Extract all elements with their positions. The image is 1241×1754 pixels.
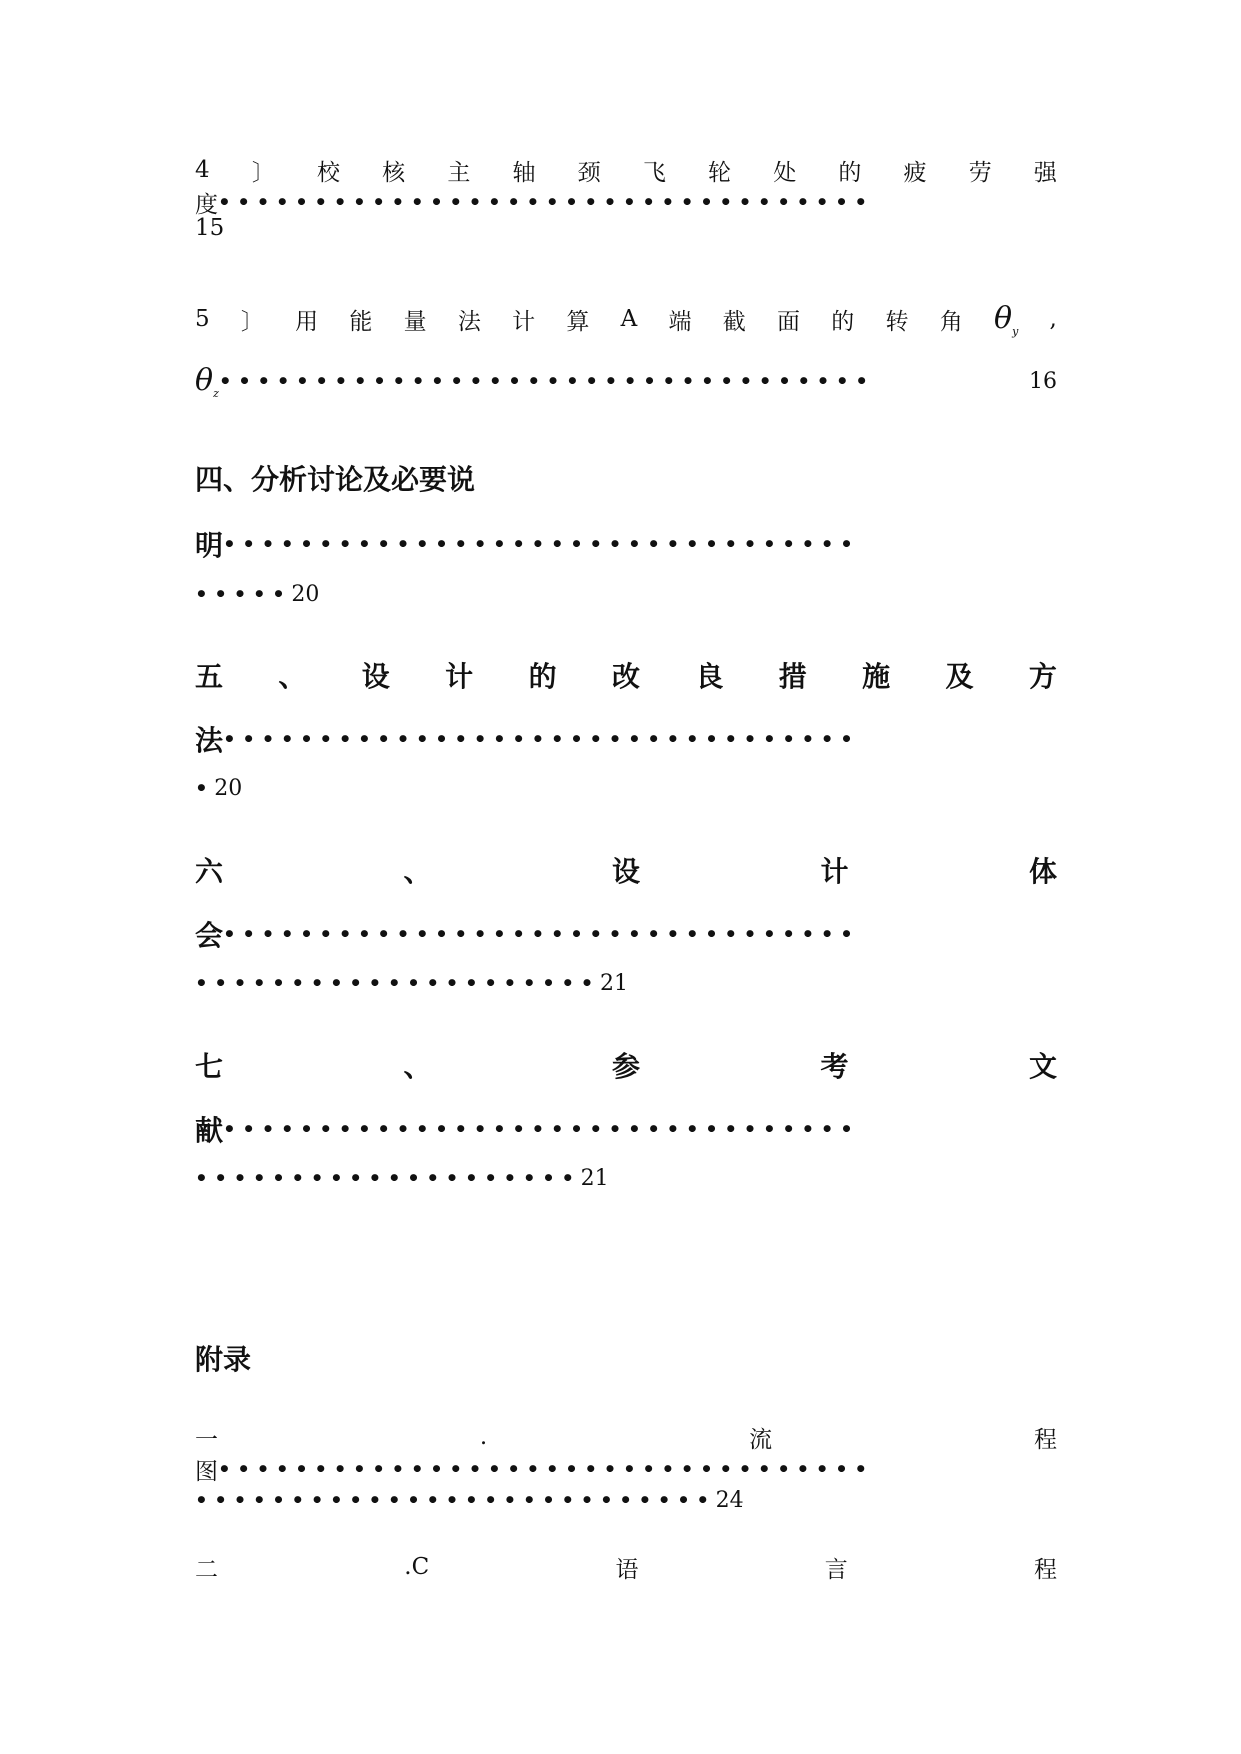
toc-text: 强 [1033, 159, 1057, 186]
toc-text: 算 [566, 308, 590, 335]
toc-heading: 改 [611, 660, 640, 693]
theta-y-symbol [994, 301, 1018, 338]
toc-section-5-line3[interactable] [195, 768, 1057, 808]
toc-heading: 四、分析讨论及必要说 [195, 463, 476, 496]
appendix-2-line1[interactable] [195, 1547, 1057, 1587]
toc-text: 用 [295, 308, 319, 335]
toc-text: 〕 [240, 308, 264, 335]
toc-text: 面 [777, 308, 801, 335]
toc-heading: 良 [695, 660, 724, 693]
toc-text: 轴 [512, 159, 536, 186]
toc-text: , [1049, 306, 1057, 332]
toc-heading: 献 [195, 1114, 224, 1147]
theta-sub: y [1012, 324, 1019, 338]
toc-text: A [620, 306, 638, 332]
toc-entry-5-line1[interactable] [195, 297, 1057, 341]
toc-heading: 设 [611, 855, 640, 888]
leader-dots: •••••••••••••••••••• [195, 1166, 581, 1190]
theta-z-symbol [195, 363, 219, 400]
toc-section-6-line1[interactable] [195, 848, 1057, 892]
toc-text: .C [404, 1554, 430, 1580]
toc-heading: 会 [195, 919, 224, 952]
toc-text: 校 [316, 159, 340, 186]
toc-heading: 的 [528, 660, 557, 693]
page-number: 24 [715, 1487, 744, 1513]
theta-char: θ [994, 300, 1013, 336]
toc-text: 角 [939, 308, 963, 335]
toc-heading: 及 [945, 660, 974, 693]
toc-heading: 参 [611, 1050, 640, 1083]
toc-text: 飞 [642, 159, 666, 186]
toc-section-4-line2[interactable] [195, 522, 1057, 566]
page-number: 21 [580, 1165, 609, 1191]
toc-text: 言 [824, 1556, 848, 1583]
toc-text: 量 [403, 308, 427, 335]
toc-text: 截 [722, 308, 746, 335]
toc-text: 一 [195, 1426, 218, 1453]
toc-heading: 计 [445, 660, 474, 693]
toc-heading: 方 [1028, 660, 1057, 693]
toc-heading: 设 [361, 660, 390, 693]
leader-dots: •••••••••••••••••••••••••••••••••• [218, 369, 875, 393]
toc-text: 劳 [968, 159, 992, 186]
toc-section-6-line2[interactable] [195, 912, 1057, 956]
leader-dots: ••••••••••••••••••••••••••••••••• [223, 727, 860, 751]
page-number: 16 [1029, 368, 1057, 394]
toc-text: 〕 [251, 159, 275, 186]
theta-char: θ [195, 362, 214, 398]
toc-heading: 体 [1028, 855, 1057, 888]
toc-entry-5-line2[interactable] [195, 359, 1057, 403]
toc-section-4-line1[interactable] [195, 458, 1057, 502]
toc-heading: 法 [195, 724, 224, 757]
toc-text: 颈 [577, 159, 601, 186]
leader-dots: ••••••••••••••••••••• [195, 971, 600, 995]
toc-text: 计 [512, 308, 536, 335]
toc-heading: 明 [195, 529, 224, 562]
toc-heading: 施 [862, 660, 891, 693]
toc-heading: 附录 [195, 1343, 252, 1376]
page-number: 20 [214, 775, 243, 801]
toc-heading: 、 [278, 660, 307, 693]
toc-text: 程 [1033, 1556, 1057, 1583]
toc-text: 程 [1033, 1426, 1057, 1453]
toc-heading: 措 [778, 660, 807, 693]
toc-section-5-line2[interactable] [195, 717, 1057, 761]
toc-entry-4-page[interactable] [195, 215, 1057, 255]
toc-text: 的 [838, 159, 862, 186]
toc-heading: 、 [403, 855, 432, 888]
theta-sub: z [213, 386, 219, 400]
page-number: 15 [195, 215, 225, 241]
toc-heading: 五 [195, 660, 224, 693]
toc-text: 端 [668, 308, 692, 335]
toc-text: 图 [195, 1458, 218, 1485]
toc-section-7-line1[interactable] [195, 1043, 1057, 1087]
toc-text: 语 [615, 1556, 639, 1583]
toc-heading: 考 [820, 1050, 849, 1083]
appendix-1-line3[interactable] [195, 1480, 1057, 1520]
leader-dots: •••••••••••••••••••••••••••••••••• [218, 190, 874, 214]
leader-dots: ••••••••••••••••••••••••••••••••• [223, 922, 860, 946]
toc-text: 5 [195, 306, 210, 332]
toc-section-4-line3[interactable] [195, 574, 1057, 614]
toc-text: 二 [195, 1556, 218, 1583]
toc-section-6-line3[interactable] [195, 963, 1057, 1003]
toc-text: 处 [773, 159, 797, 186]
toc-text: 轮 [708, 159, 732, 186]
leader-dots: ••••••••••••••••••••••••••••••••• [223, 532, 860, 556]
page-number: 20 [291, 581, 320, 607]
toc-text: 4 [195, 157, 210, 183]
leader-dots: ••••••••••••••••••••••••••• [195, 1488, 716, 1512]
leader-dots: • [195, 776, 215, 800]
toc-section-7-line3[interactable] [195, 1158, 1057, 1198]
leader-dots: ••••• [195, 582, 292, 606]
toc-text: 流 [749, 1426, 773, 1453]
leader-dots: ••••••••••••••••••••••••••••••••• [223, 1117, 860, 1141]
toc-text: 的 [831, 308, 855, 335]
toc-text: 法 [457, 308, 481, 335]
toc-text: 转 [885, 308, 909, 335]
toc-heading: 七 [195, 1050, 224, 1083]
toc-heading: 六 [195, 855, 224, 888]
toc-section-7-line2[interactable] [195, 1107, 1057, 1151]
toc-text: 核 [382, 159, 406, 186]
toc-heading: 、 [403, 1050, 432, 1083]
toc-section-5-line1[interactable] [195, 653, 1057, 697]
leader-dots: •••••••••••••••••••••••••••••••••• [218, 1457, 874, 1481]
toc-text: 疲 [903, 159, 927, 186]
page-number: 21 [599, 970, 628, 996]
toc-heading: 计 [820, 855, 849, 888]
toc-text: 能 [349, 308, 373, 335]
toc-text: 度 [195, 191, 218, 218]
appendix-title[interactable] [195, 1338, 1057, 1382]
toc-text: . [479, 1424, 488, 1450]
toc-text: 主 [447, 159, 471, 186]
toc-heading: 文 [1028, 1050, 1057, 1083]
